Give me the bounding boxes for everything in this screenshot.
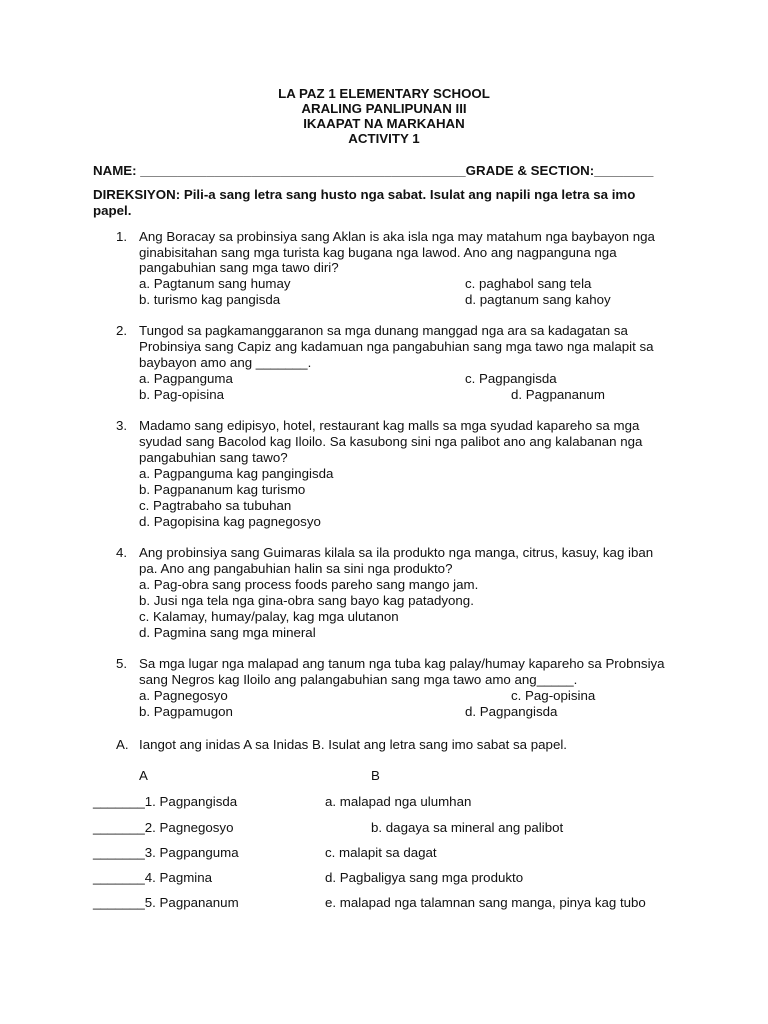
match-item-left: _______2. Pagnegosyo bbox=[93, 820, 234, 835]
activity-title: ACTIVITY 1 bbox=[348, 131, 420, 146]
option: b. Pag-opisina bbox=[139, 387, 225, 402]
question-number: 1. bbox=[116, 229, 128, 244]
option: a. Pagtanum sang humay bbox=[139, 276, 291, 291]
match-item-left: _______5. Pagpananum bbox=[93, 895, 239, 910]
question-text: Tungod sa pagkamanggaranon sa mga dunang manggad nga ara sa kadagatan sa bbox=[139, 323, 628, 338]
directions-line-2: papel. bbox=[93, 203, 132, 218]
quarter-title: IKAAPAT NA MARKAHAN bbox=[303, 116, 465, 131]
directions-line-1: DIREKSIYON: Pili-a sang letra sang husto nga sabat. Isulat ang napili nga letra sa imo bbox=[93, 187, 636, 202]
option: c. Pagpangisda bbox=[465, 371, 557, 386]
part-label: A. bbox=[116, 737, 129, 752]
option: d. pagtanum sang kahoy bbox=[465, 292, 611, 307]
match-item-right: e. malapad nga talamnan sang manga, pinya kag tubo bbox=[325, 895, 646, 910]
name-grade-line: NAME: ____________________________________________GRADE & SECTION:________ bbox=[93, 163, 654, 178]
question-text: Ang probinsiya sang Guimaras kilala sa ila produkto nga manga, citrus, kasuy, kag iban bbox=[139, 545, 654, 560]
question-text: Probinsiya sang Capiz ang kadamuan nga pangabuhian sang mga tawo nga malapit sa bbox=[139, 339, 654, 354]
question-text: pangabuhian sang mga tawo diri? bbox=[139, 260, 339, 275]
column-b-header: B bbox=[371, 768, 380, 783]
option: b. Pagpananum kag turismo bbox=[139, 482, 306, 497]
subject-title: ARALING PANLIPUNAN III bbox=[301, 101, 467, 116]
match-item-right: d. Pagbaligya sang mga produkto bbox=[325, 870, 524, 885]
column-a-header: A bbox=[139, 768, 148, 783]
option: d. Pagopisina kag pagnegosyo bbox=[139, 514, 321, 529]
question-number: 3. bbox=[116, 418, 128, 433]
option: a. Pagpanguma kag pangingisda bbox=[139, 466, 334, 481]
match-item-right: c. malapit sa dagat bbox=[325, 845, 437, 860]
option: c. Pag-opisina bbox=[511, 688, 596, 703]
question-text: Sa mga lugar nga malapad ang tanum nga tuba kag palay/humay kapareho sa Probnsiya bbox=[139, 656, 665, 671]
school-name: LA PAZ 1 ELEMENTARY SCHOOL bbox=[278, 86, 490, 101]
match-item-right: a. malapad nga ulumhan bbox=[325, 794, 472, 809]
question-text: Ang Boracay sa probinsiya sang Aklan is aka isla nga may matahum nga baybayon nga bbox=[139, 229, 655, 244]
part-instruction: Iangot ang inidas A sa Inidas B. Isulat ang letra sang imo sabat sa papel. bbox=[139, 737, 567, 752]
question-number: 4. bbox=[116, 545, 128, 560]
question-text: baybayon amo ang _______. bbox=[139, 355, 312, 370]
option: b. Jusi nga tela nga gina-obra sang bayo kag patadyong. bbox=[139, 593, 474, 608]
option: d. Pagmina sang mga mineral bbox=[139, 625, 316, 640]
option: c. Kalamay, humay/palay, kag mga ulutanon bbox=[139, 609, 399, 624]
question-text: pa. Ano ang pangabuhian halin sa sini nga produkto? bbox=[139, 561, 453, 576]
option: c. Pagtrabaho sa tubuhan bbox=[139, 498, 292, 513]
question-text: Madamo sang edipisyo, hotel, restaurant kag malls sa mga syudad kapareho sa mga bbox=[139, 418, 640, 433]
match-item-right: b. dagaya sa mineral ang palibot bbox=[371, 820, 564, 835]
match-item-left: _______1. Pagpangisda bbox=[93, 794, 238, 809]
match-item-left: _______4. Pagmina bbox=[93, 870, 213, 885]
question-number: 2. bbox=[116, 323, 128, 338]
question-number: 5. bbox=[116, 656, 128, 671]
option: a. Pagnegosyo bbox=[139, 688, 228, 703]
option: d. Pagpananum bbox=[511, 387, 605, 402]
match-item-left: _______3. Pagpanguma bbox=[93, 845, 239, 860]
option: b. Pagpamugon bbox=[139, 704, 233, 719]
option: c. paghabol sang tela bbox=[465, 276, 592, 291]
option: a. Pag-obra sang process foods pareho sang mango jam. bbox=[139, 577, 479, 592]
option: d. Pagpangisda bbox=[465, 704, 558, 719]
option: b. turismo kag pangisda bbox=[139, 292, 281, 307]
option: a. Pagpanguma bbox=[139, 371, 233, 386]
question-text: syudad sang Bacolod kag Iloilo. Sa kasubong sini nga palibot ano ang kalabanan nga bbox=[139, 434, 643, 449]
question-text: pangabuhian sang tawo? bbox=[139, 450, 288, 465]
question-text: ginabisitahan sang mga turista kag bugana nga lawod. Ano ang nagpanguna nga bbox=[139, 245, 617, 260]
question-text: sang Negros kag Iloilo ang palangabuhian sang mga tawo amo ang_____. bbox=[139, 672, 578, 687]
